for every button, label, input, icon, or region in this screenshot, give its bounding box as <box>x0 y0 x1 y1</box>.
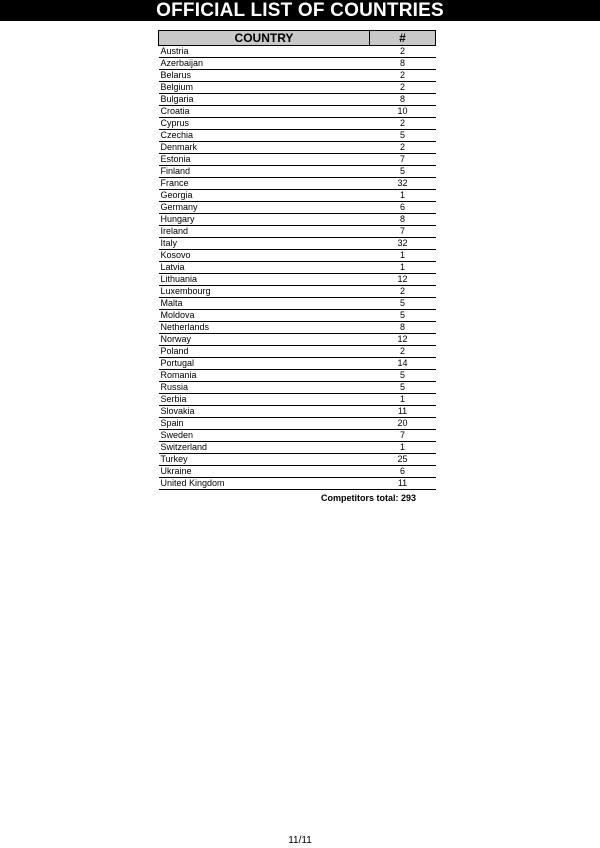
competitor-count: 2 <box>370 46 436 58</box>
country-name: Germany <box>159 202 370 214</box>
country-name: Finland <box>159 166 370 178</box>
country-name: Ireland <box>159 226 370 238</box>
competitor-count: 32 <box>370 178 436 190</box>
country-name: Portugal <box>159 358 370 370</box>
country-name: Italy <box>159 238 370 250</box>
competitor-count: 10 <box>370 106 436 118</box>
country-name: Switzerland <box>159 442 370 454</box>
competitor-count: 2 <box>370 346 436 358</box>
country-name: Serbia <box>159 394 370 406</box>
table-row <box>159 274 436 286</box>
table-row <box>159 58 436 70</box>
competitor-count: 14 <box>370 358 436 370</box>
table-row <box>159 382 436 394</box>
competitor-count: 12 <box>370 274 436 286</box>
competitor-count: 1 <box>370 442 436 454</box>
competitor-count: 5 <box>370 298 436 310</box>
competitor-count: 2 <box>370 142 436 154</box>
country-name: Austria <box>159 46 370 58</box>
table-row <box>159 478 436 490</box>
competitor-count: 20 <box>370 418 436 430</box>
country-name: Turkey <box>159 454 370 466</box>
country-name: Poland <box>159 346 370 358</box>
column-header-country: COUNTRY <box>159 31 370 46</box>
country-table <box>158 30 436 490</box>
competitor-count: 1 <box>370 190 436 202</box>
table-row <box>159 358 436 370</box>
competitor-count: 1 <box>370 262 436 274</box>
table-row <box>159 118 436 130</box>
competitor-count: 7 <box>370 430 436 442</box>
table-row <box>159 370 436 382</box>
country-name: Luxembourg <box>159 286 370 298</box>
table-row <box>159 298 436 310</box>
table-row <box>159 406 436 418</box>
country-name: Georgia <box>159 190 370 202</box>
table-row <box>159 94 436 106</box>
table-row <box>159 238 436 250</box>
country-name: Hungary <box>159 214 370 226</box>
country-name: Belgium <box>159 82 370 94</box>
table-row <box>159 46 436 58</box>
table-row <box>159 334 436 346</box>
country-name: United Kingdom <box>159 478 370 490</box>
country-name: Czechia <box>159 130 370 142</box>
country-name: Malta <box>159 298 370 310</box>
table-row <box>159 226 436 238</box>
country-name: Azerbaijan <box>159 58 370 70</box>
table-row <box>159 130 436 142</box>
table-header-row <box>159 31 436 46</box>
competitor-count: 7 <box>370 154 436 166</box>
table-row <box>159 250 436 262</box>
country-name: Romania <box>159 370 370 382</box>
competitor-count: 5 <box>370 382 436 394</box>
table-row <box>159 286 436 298</box>
competitor-count: 5 <box>370 130 436 142</box>
competitor-count: 2 <box>370 70 436 82</box>
competitor-count: 11 <box>370 406 436 418</box>
table-row <box>159 202 436 214</box>
country-name: Belarus <box>159 70 370 82</box>
table-row <box>159 106 436 118</box>
competitor-count: 1 <box>370 250 436 262</box>
competitor-count: 12 <box>370 334 436 346</box>
country-name: Kosovo <box>159 250 370 262</box>
country-name: Estonia <box>159 154 370 166</box>
table-row <box>159 346 436 358</box>
table-row <box>159 142 436 154</box>
competitor-count: 1 <box>370 394 436 406</box>
country-name: Bulgaria <box>159 94 370 106</box>
competitor-count: 2 <box>370 82 436 94</box>
table-row <box>159 70 436 82</box>
table-row <box>159 430 436 442</box>
competitor-count: 6 <box>370 202 436 214</box>
page-number: 11/11 <box>288 835 312 846</box>
competitor-count: 5 <box>370 310 436 322</box>
country-name: Sweden <box>159 430 370 442</box>
table-row <box>159 322 436 334</box>
competitor-count: 2 <box>370 118 436 130</box>
table-row <box>159 418 436 430</box>
country-name: Spain <box>159 418 370 430</box>
competitor-count: 8 <box>370 322 436 334</box>
table-row <box>159 82 436 94</box>
table-row <box>159 394 436 406</box>
country-name: Norway <box>159 334 370 346</box>
competitor-count: 11 <box>370 478 436 490</box>
table-row <box>159 178 436 190</box>
country-name: Cyprus <box>159 118 370 130</box>
competitor-count: 8 <box>370 58 436 70</box>
table-row <box>159 190 436 202</box>
competitor-count: 5 <box>370 370 436 382</box>
table-row <box>159 214 436 226</box>
country-name: Netherlands <box>159 322 370 334</box>
table-row <box>159 466 436 478</box>
competitor-count: 8 <box>370 94 436 106</box>
table-row <box>159 262 436 274</box>
competitor-count: 25 <box>370 454 436 466</box>
table-row <box>159 454 436 466</box>
competitor-count: 8 <box>370 214 436 226</box>
country-name: Denmark <box>159 142 370 154</box>
competitor-count: 7 <box>370 226 436 238</box>
page-title: OFFICIAL LIST OF COUNTRIES <box>0 0 600 21</box>
competitors-total: Competitors total: 293 <box>320 493 416 503</box>
country-name: Russia <box>159 382 370 394</box>
competitor-count: 5 <box>370 166 436 178</box>
column-header-count: # <box>370 31 436 46</box>
country-name: Latvia <box>159 262 370 274</box>
table-row <box>159 166 436 178</box>
country-name: Moldova <box>159 310 370 322</box>
country-name: Lithuania <box>159 274 370 286</box>
competitor-count: 2 <box>370 286 436 298</box>
competitor-count: 32 <box>370 238 436 250</box>
country-name: France <box>159 178 370 190</box>
country-name: Slovakia <box>159 406 370 418</box>
table-row <box>159 154 436 166</box>
country-name: Ukraine <box>159 466 370 478</box>
table-body <box>159 46 436 490</box>
country-name: Croatia <box>159 106 370 118</box>
table-row <box>159 310 436 322</box>
table-row <box>159 442 436 454</box>
competitor-count: 6 <box>370 466 436 478</box>
